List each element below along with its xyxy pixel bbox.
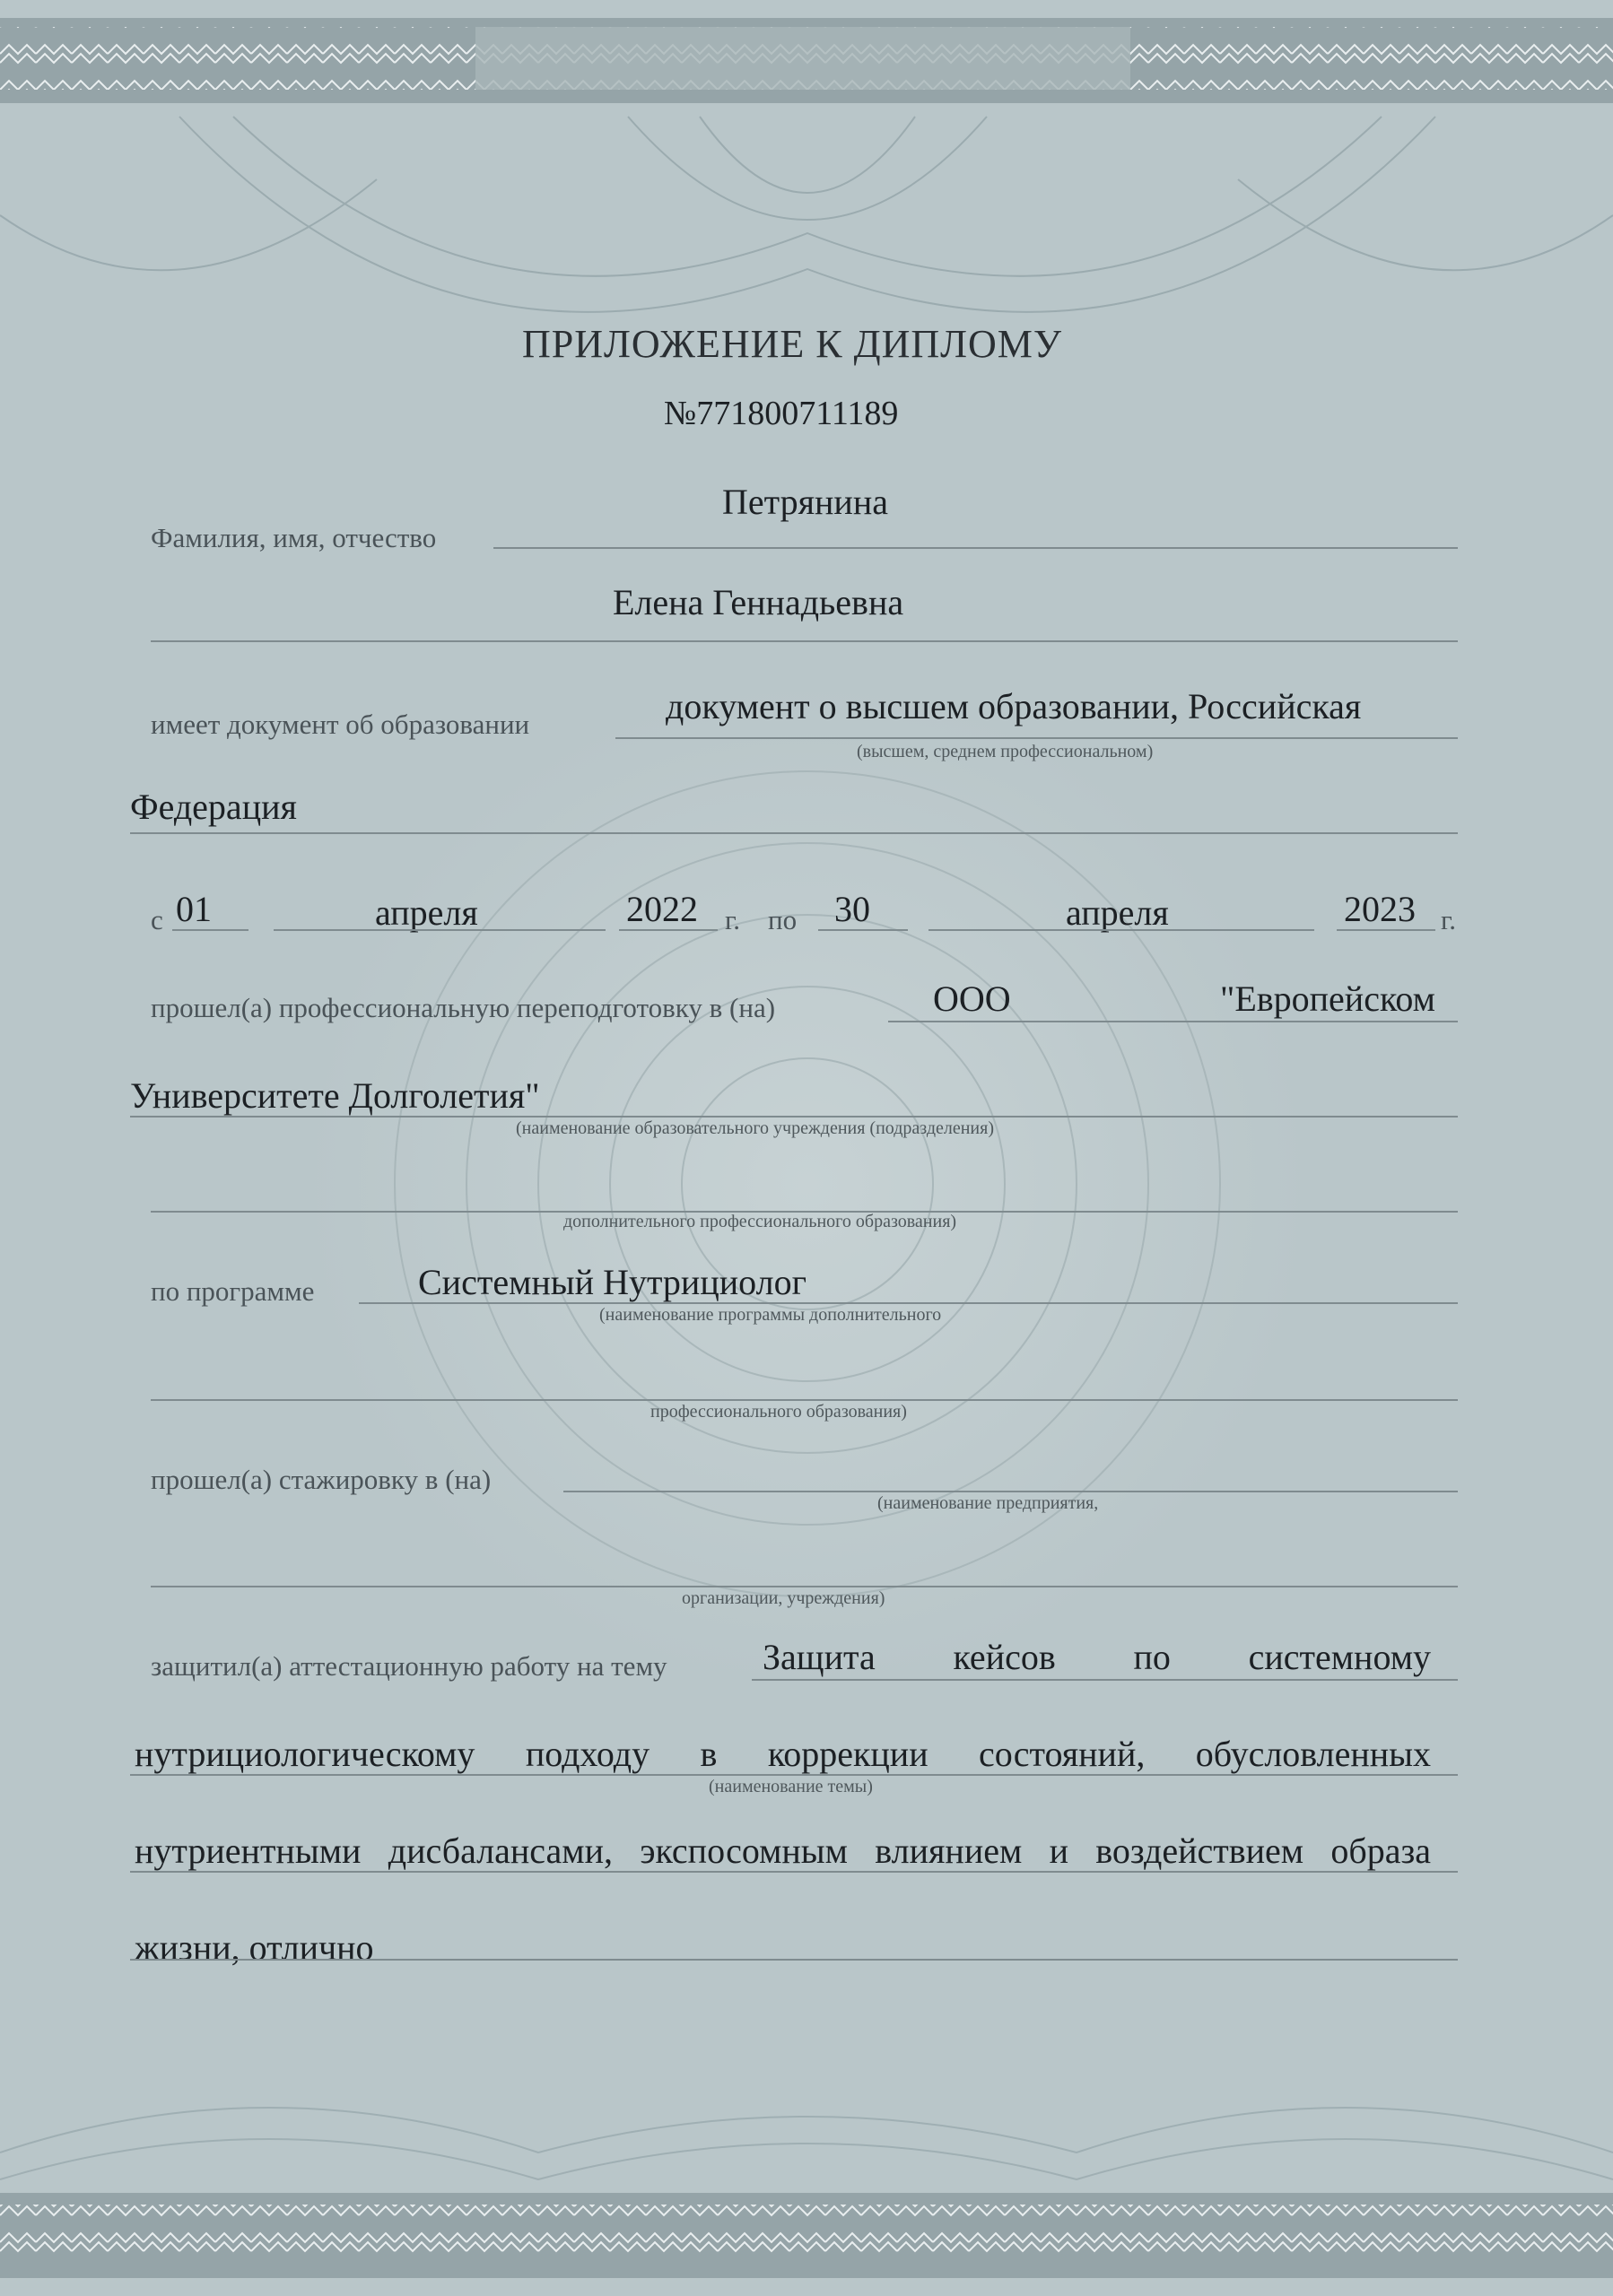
thesis-word: обусловленных [1195, 1734, 1432, 1774]
thesis-word: нутриентными [135, 1831, 362, 1871]
document-title: ПРИЛОЖЕНИЕ К ДИПЛОМУ [522, 322, 1063, 366]
given-names-value: Елена Геннадьевна [613, 582, 904, 622]
thesis-word: коррекции [767, 1734, 929, 1774]
full-name-label: Фамилия, имя, отчество [151, 522, 437, 553]
from-year-suffix: г. [725, 904, 740, 935]
education-hint: (высшем, среднем профессиональном) [857, 742, 1154, 761]
to-year-suffix: г. [1441, 904, 1456, 935]
retraining-value-a: ООО [933, 978, 1011, 1019]
thesis-word: образа [1330, 1831, 1432, 1871]
thesis-rule-4 [130, 1959, 1458, 1961]
thesis-rule-1 [752, 1679, 1458, 1681]
given-names-rule [151, 640, 1458, 642]
thesis-line-4: жизни, отлично [135, 1927, 374, 1968]
to-year-rule [1337, 929, 1435, 931]
from-year-rule [619, 929, 718, 931]
thesis-word: дисбалансами, [388, 1831, 614, 1871]
diploma-number: №771800711189 [664, 395, 899, 432]
to-prefix: по [768, 904, 798, 935]
retraining-hint-2: дополнительного профессионального образования) [563, 1212, 957, 1231]
thesis-word: экспосомным [640, 1831, 848, 1871]
education-value: документ о высшем образовании, Российская [666, 686, 1362, 726]
to-day: 30 [834, 889, 870, 929]
retraining-value-b: "Европейском [1220, 978, 1435, 1019]
thesis-label: защитил(а) аттестационную работу на тему [151, 1650, 667, 1682]
program-hint-2: профессионального образования) [650, 1402, 907, 1422]
thesis-word: кейсов [953, 1637, 1056, 1677]
program-label: по программе [151, 1275, 315, 1307]
from-year: 2022 [626, 889, 698, 929]
thesis-word: влиянием [875, 1831, 1023, 1871]
thesis-word: системному [1248, 1637, 1432, 1677]
education-rule-2 [130, 832, 1458, 834]
program-hint-1: (наименование программы дополнительного [599, 1305, 942, 1325]
retraining-rule-2 [130, 1116, 1458, 1118]
thesis-line-3 [135, 1833, 1431, 1869]
retraining-rule [888, 1021, 1458, 1022]
retraining-value-line2: Университете Долголетия" [130, 1075, 540, 1116]
surname-rule [493, 547, 1458, 549]
education-value-line2: Федерация [130, 787, 297, 827]
program-rule [359, 1302, 1458, 1304]
from-day-rule [172, 929, 248, 931]
thesis-word: и [1049, 1831, 1068, 1871]
internship-rule-2 [151, 1586, 1458, 1587]
thesis-line-2 [135, 1736, 1431, 1772]
to-month: апреля [1066, 892, 1169, 933]
internship-rule [563, 1491, 1458, 1492]
thesis-word: подходу [525, 1734, 650, 1774]
program-value: Системный Нутрициолог [418, 1262, 806, 1302]
to-month-rule [929, 929, 1314, 931]
thesis-word: воздействием [1095, 1831, 1304, 1871]
thesis-word: состояний, [979, 1734, 1146, 1774]
internship-hint-1: (наименование предприятия, [877, 1493, 1099, 1513]
thesis-word: нутрициологическому [135, 1734, 475, 1774]
internship-hint-2: организации, учреждения) [682, 1588, 885, 1608]
thesis-word: Защита [763, 1637, 876, 1677]
program-rule-2 [151, 1399, 1458, 1401]
from-prefix: с [151, 904, 163, 935]
surname-value: Петрянина [722, 482, 888, 522]
from-month-rule [274, 929, 606, 931]
education-rule [615, 737, 1458, 739]
thesis-word: в [700, 1734, 718, 1774]
to-day-rule [818, 929, 908, 931]
to-year: 2023 [1344, 889, 1416, 929]
thesis-rule-3 [130, 1871, 1458, 1873]
thesis-line-1 [763, 1639, 1431, 1675]
education-label: имеет документ об образовании [151, 709, 530, 740]
retraining-hint-1: (наименование образовательного учреждения (подразделения) [516, 1118, 994, 1138]
internship-label: прошел(а) стажировку в (на) [151, 1464, 492, 1495]
thesis-hint: (наименование темы) [709, 1777, 873, 1796]
retraining-label: прошел(а) профессиональную переподготовку в (на) [151, 992, 776, 1023]
from-day: 01 [176, 889, 212, 929]
from-month: апреля [375, 892, 478, 933]
thesis-word: по [1133, 1637, 1171, 1677]
thesis-rule-2 [130, 1774, 1458, 1776]
